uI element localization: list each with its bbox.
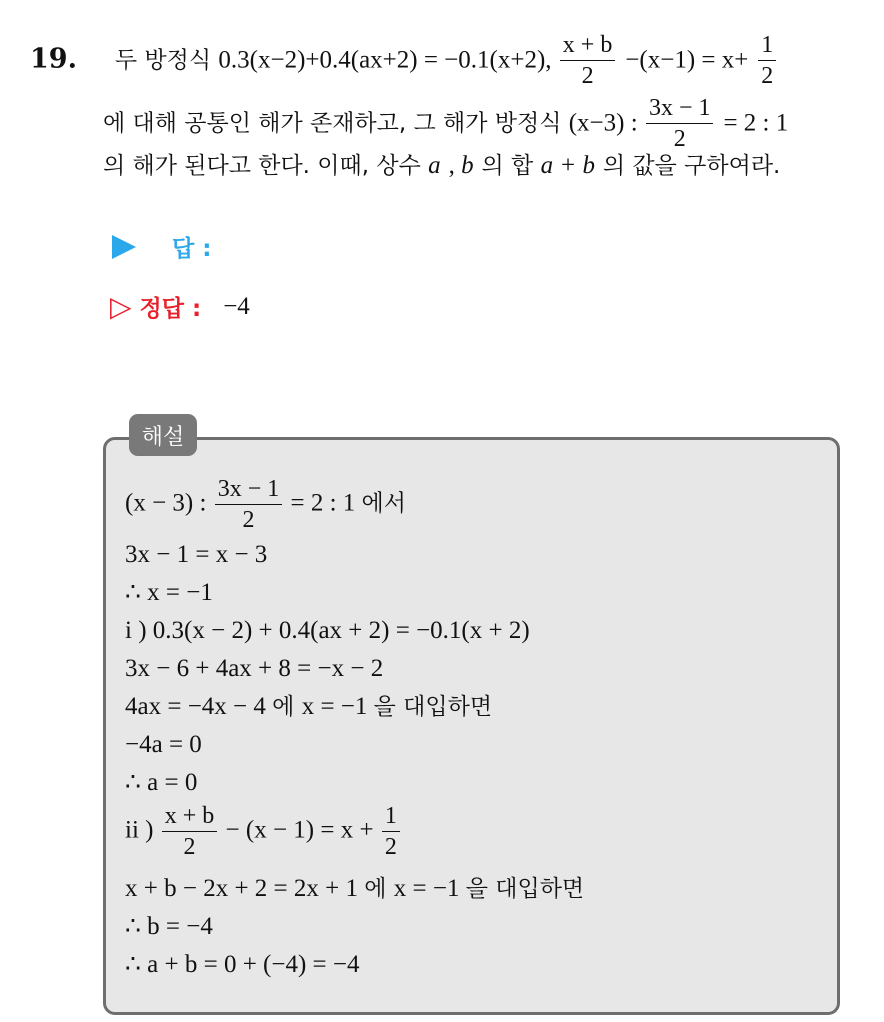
solution-step: ∴ a = 0	[125, 769, 198, 796]
case-label: ii )	[125, 816, 160, 844]
correct-answer-value: −4	[223, 292, 250, 320]
solution-text: 에서	[361, 490, 406, 517]
play-icon	[112, 235, 136, 259]
question-text: 두 방정식	[114, 47, 219, 74]
answer-row	[112, 230, 211, 263]
solution-text: 에	[272, 694, 302, 720]
equation: x + b − 2x + 2 = 2x + 1	[125, 875, 358, 902]
solution-step: i ) 0.3(x − 2) + 0.4(ax + 2) = −0.1(x + 2)	[125, 617, 530, 644]
fraction	[646, 95, 714, 153]
solution-step: ∴ b = −4	[125, 913, 213, 940]
solution-step	[125, 874, 584, 904]
solution-tab: 해설	[129, 414, 197, 456]
hollow-triangle-icon: ▷	[110, 289, 132, 323]
fraction	[382, 803, 400, 861]
fraction-numerator: 3x − 1	[646, 95, 714, 124]
fraction-numerator: x + b	[560, 32, 616, 61]
expression: a + b	[540, 152, 595, 179]
question-number: 19.	[30, 43, 77, 75]
equation: −(x−1) = x+	[625, 46, 749, 74]
question-line-2	[103, 95, 788, 153]
solution-step: ∴ a + b = 0 + (−4) = −4	[125, 951, 360, 978]
fraction-numerator: 1	[758, 32, 776, 61]
solution-text: 을 대입하면	[465, 876, 585, 902]
fraction-numerator: x + b	[162, 803, 218, 832]
fraction-denominator: 2	[384, 833, 397, 860]
fraction-denominator: 2	[581, 62, 594, 89]
equation: (x−3) :	[568, 109, 644, 137]
solution-step	[125, 692, 492, 722]
equation: = 2 : 1	[723, 109, 789, 137]
equation: 0.3(x−2)+0.4(ax+2) = −0.1(x+2),	[218, 46, 558, 74]
solution-step: −4a = 0	[125, 731, 202, 758]
question-text: 에 대해 공통인 해가 존재하고, 그 해가 방정식	[103, 110, 569, 137]
solution-text: 에	[364, 876, 394, 902]
variable-a: a	[428, 152, 441, 179]
fraction	[215, 476, 283, 534]
fraction-denominator: 2	[673, 125, 686, 152]
equation: x = −1	[393, 875, 460, 902]
equation: (x − 3) :	[125, 489, 213, 517]
correct-answer-label: 정답 :	[139, 296, 202, 322]
fraction	[560, 32, 616, 90]
fraction	[758, 32, 776, 90]
solution-text: 을 대입하면	[373, 694, 493, 720]
equation: 4ax = −4x − 4	[125, 693, 266, 720]
equation: − (x − 1) = x +	[225, 816, 380, 844]
solution-step	[125, 476, 406, 534]
question-text: 의 해가 된다고 한다. 이때, 상수	[103, 153, 429, 179]
solution-step: 3x − 1 = x − 3	[125, 541, 268, 568]
question-text: 의 값을 구하여라.	[602, 153, 781, 179]
question-line-1	[30, 32, 778, 90]
variable-b: b	[461, 152, 474, 179]
answer-label: 답 :	[172, 236, 212, 262]
correct-answer-row	[110, 290, 250, 323]
equation: = 2 : 1	[290, 489, 356, 517]
equation: x = −1	[301, 693, 368, 720]
question-text: 의 합	[481, 153, 541, 179]
fraction-denominator: 2	[242, 506, 255, 533]
fraction-denominator: 2	[183, 833, 196, 860]
question-line-3	[103, 150, 780, 181]
solution-step: 3x − 6 + 4ax + 8 = −x − 2	[125, 655, 384, 682]
separator: ,	[448, 152, 462, 179]
fraction	[162, 803, 218, 861]
solution-step: ∴ x = −1	[125, 579, 213, 606]
fraction-numerator: 3x − 1	[215, 476, 283, 505]
fraction-denominator: 2	[761, 62, 774, 89]
fraction-numerator: 1	[382, 803, 400, 832]
solution-step	[125, 803, 402, 861]
